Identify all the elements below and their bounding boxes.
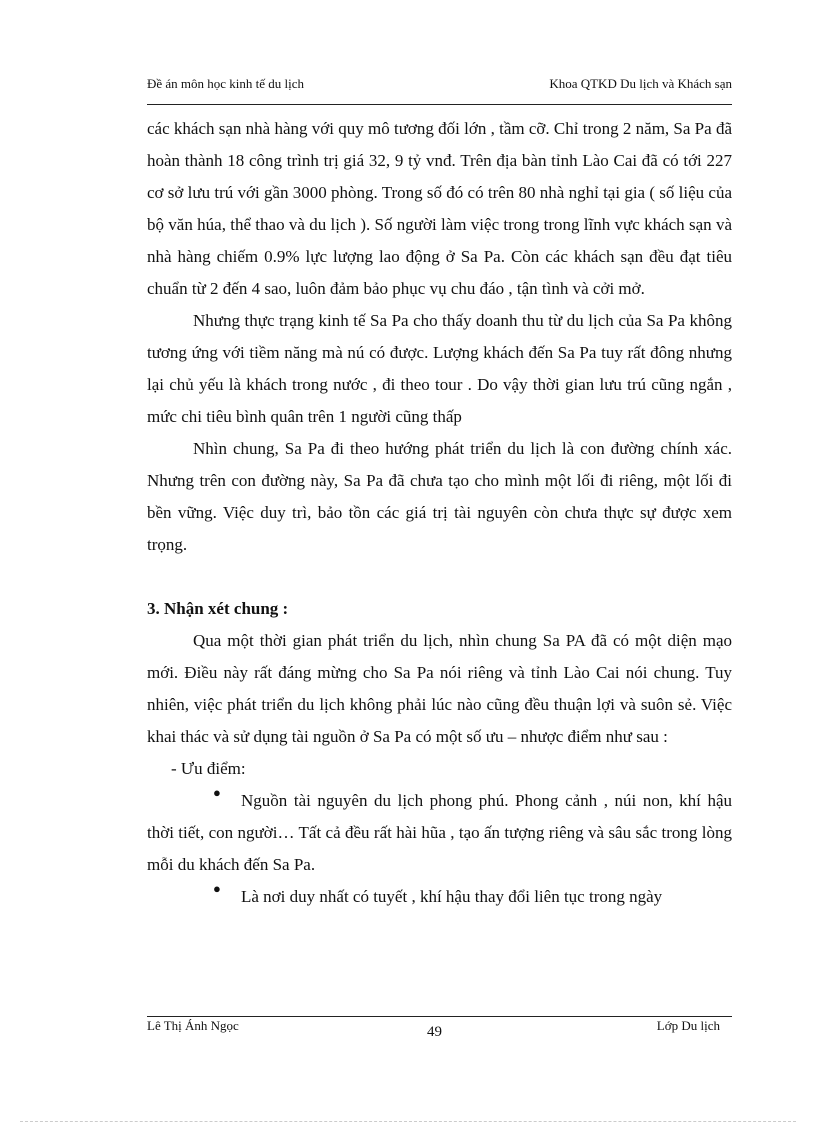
page-header (147, 76, 732, 96)
list-item (147, 785, 732, 881)
document-body (147, 113, 732, 913)
paragraph-3: Nhìn chung, Sa Pa đi theo hướng phát triển du lịch là con đường chính xác. Nhưng trên con đường này, Sa Pa đã chưa tạo cho mình một lối đi riêng, một lối đi bền vững. Việc duy trì, bảo tồn các giá trị tài nguyên còn chưa thực sự được xem trọng. (147, 439, 732, 554)
header-rule (147, 104, 732, 105)
spacer (147, 561, 732, 593)
header-course-title: Đề án môn học kinh tế du lịch (147, 76, 305, 91)
footer-class: Lớp Du lịch (656, 1018, 720, 1033)
bullet-icon: ● (213, 881, 221, 896)
section-heading: 3. Nhận xét chung : (147, 599, 289, 618)
page-edge (20, 1121, 796, 1122)
footer-rule (147, 1016, 732, 1017)
list-item-text: Là nơi duy nhất có tuyết , khí hậu thay đổi liên tục trong ngày (241, 887, 663, 906)
paragraph-2: Nhưng thực trạng kinh tế Sa Pa cho thấy doanh thu từ du lịch của Sa Pa không tương ứng với tiềm năng mà nú có được. Lượng khách đến Sa Pa tuy rất đông nhưng lại chủ yếu là khách trong nước , đi theo tour . Do vậy thời gian lưu trú cũng ngắn , mức chi tiêu bình quân trên 1 người cũng thấp (147, 311, 732, 426)
page-footer (147, 1018, 732, 1042)
advantages-label: - Ưu điểm: (171, 759, 246, 778)
list-item-text: Nguồn tài nguyên du lịch phong phú. Phong cảnh , núi non, khí hậu thời tiết, con người… Tất cả đều rất hài hũa , tạo ấn tượng riêng và sâu sắc trong lòng mỗi du khách đến Sa Pa. (147, 791, 732, 874)
paragraph-4: Qua một thời gian phát triển du lịch, nhìn chung Sa PA đã có một diện mạo mới. Điều này rất đáng mừng cho Sa Pa nói riêng và tỉnh Lào Cai nói chung. Tuy nhiên, việc phát triển du lịch không phải lúc nào cũng đều thuận lợi và suôn sẻ. Việc khai thác và sử dụng tài nguồn ở Sa Pa có một số ưu – nhược điểm như sau : (147, 631, 732, 746)
bullet-icon: ● (213, 785, 221, 800)
header-department: Khoa QTKD Du lịch và Khách sạn (549, 76, 732, 91)
paragraph-1: các khách sạn nhà hàng với quy mô tương đối lớn , tầm cỡ. Chỉ trong 2 năm, Sa Pa đã hoàn thành 18 công trình trị giá 32, 9 tỷ vnđ. Trên địa bàn tỉnh Lào Cai đã có tới 227 cơ sở lưu trú với gần 3000 phòng. Trong số đó có trên 80 nhà nghỉ tại gia ( số liệu của bộ văn húa, thể thao và du lịch ). Số người làm việc trong trong lĩnh vực khách sạn và nhà hàng chiếm 0.9% lực lượng lao động ở Sa Pa. Còn các khách sạn đều đạt tiêu chuẩn từ 2 đến 4 sao, luôn đảm bảo phục vụ chu đáo , tận tình và cởi mở. (147, 119, 732, 298)
page-number: 49 (427, 1024, 442, 1040)
list-item (147, 881, 732, 913)
footer-author: Lê Thị Ánh Ngọc (147, 1018, 239, 1033)
